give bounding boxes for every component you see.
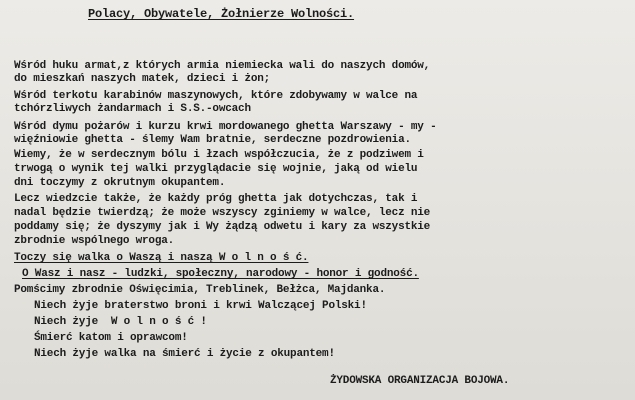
cheer-line-2: Niech żyje W o l n o ś ć !: [34, 316, 207, 328]
cheer-line-4: Niech żyje walka na śmierć i życie z okupantem!: [34, 348, 335, 360]
paragraph-1-line-3: Wśród terkotu karabinów maszynowych, które zdobywamy w walce na: [14, 90, 418, 102]
paragraph-2-line-2: nadal będzie twierdzą; że może wszyscy zginiemy w walce, lecz nie: [14, 207, 431, 219]
paragraph-2-line-4: zbrodnie wspólnego wroga.: [14, 235, 175, 247]
paragraph-1-line-2: do mieszkań naszych matek, dzieci i żon;: [14, 73, 271, 85]
paragraph-1-line-6: więźniowie ghetta - ślemy Wam bratnie, serdeczne pozdrowienia.: [14, 134, 411, 146]
paragraph-1-line-1: Wśród huku armat,z których armia niemiecka wali do naszych domów,: [14, 60, 431, 72]
paragraph-1-line-9: dni toczymy z okrutnym okupantem.: [14, 177, 226, 189]
paragraph-1-line-5: Wśród dymu pożarów i kurzu krwi mordowanego ghetta Warszawy - my -: [14, 121, 437, 133]
paragraph-2-line-3: poddamy się; że dyszymy jak i Wy żądzą odwetu i kary za wszystkie: [14, 221, 431, 233]
cheer-line-3: Śmierć katom i oprawcom!: [34, 332, 188, 344]
cheer-line-1: Niech żyje braterstwo broni i krwi Walczącej Polski!: [34, 300, 367, 312]
pomscimy-line: Pomścimy zbrodnie Oświęcimia, Treblinek, Bełżca, Majdanka.: [14, 284, 386, 296]
paragraph-2-line-1: Lecz wiedzcie także, że każdy próg ghetta jak dotychczas, tak i: [14, 193, 418, 205]
paragraph-1-line-4: tchórzliwych żandarmach i S.S.-owcach: [14, 103, 251, 115]
paragraph-1-line-7: Wiemy, że w serdecznym bólu i łzach współczucia, że z podziwem i: [14, 149, 424, 161]
slogan-honor: O Wasz i nasz - ludzki, społeczny, narodowy - honor i godność.: [22, 268, 419, 280]
slogan-freedom: Toczy się walka o Waszą i naszą W o l n o ś ć.: [14, 252, 309, 264]
paragraph-1-line-8: trwogą o wynik tej walki przyglądacie się wojnie, jaką od wielu: [14, 163, 418, 175]
signature: ŻYDOWSKA ORGANIZACJA BOJOWA.: [330, 375, 510, 387]
document-title: Polacy, Obywatele, Żołnierze Wolności.: [88, 7, 355, 21]
